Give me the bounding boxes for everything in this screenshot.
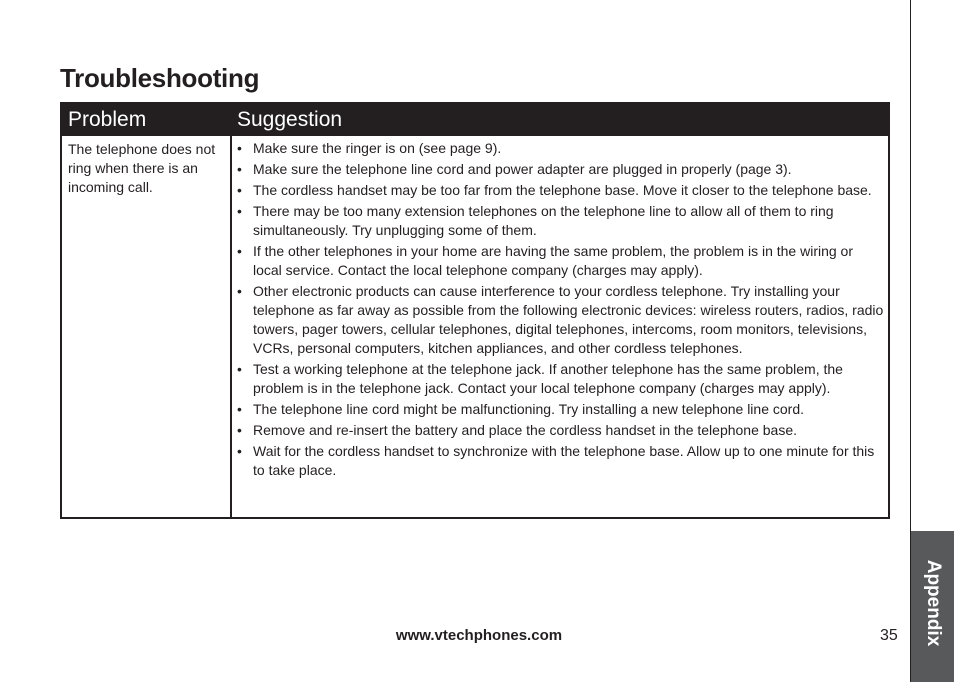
bullet-icon: • <box>237 182 242 198</box>
suggestion-text: If the other telephones in your home are having the same problem, the problem is in the wiring or local service. Contact the local telephone company (charges may apply). <box>253 243 853 278</box>
table-header-row <box>60 102 890 136</box>
suggestion-text: Test a working telephone at the telephone jack. If another telephone has the same problem, the problem is in the telephone jack. Contact your local telephone company (charges may apply). <box>253 361 843 396</box>
suggestion-text: There may be too many extension telephones on the telephone line to allow all of them to ring simultaneously. Try unplugging some of them. <box>253 203 834 238</box>
header-problem: Problem <box>68 108 147 131</box>
suggestion-item <box>237 160 885 179</box>
bullet-icon: • <box>237 243 242 259</box>
bullet-icon: • <box>237 140 242 156</box>
suggestion-text: Wait for the cordless handset to synchronize with the telephone base. Allow up to one minute for this to take place. <box>253 443 875 478</box>
bullet-icon: • <box>237 161 242 177</box>
table-row <box>60 136 890 519</box>
suggestion-text: The telephone line cord might be malfunctioning. Try installing a new telephone line cord. <box>253 401 804 417</box>
suggestion-item <box>237 139 885 158</box>
suggestion-text: Make sure the telephone line cord and power adapter are plugged in properly (page 3). <box>253 161 792 177</box>
suggestion-item <box>237 242 885 280</box>
suggestion-item <box>237 282 885 358</box>
footer-url-text: www.vtechphones.com <box>395 627 563 644</box>
header-suggestion: Suggestion <box>237 108 343 131</box>
bullet-icon: • <box>237 361 242 377</box>
troubleshooting-table <box>60 102 890 519</box>
suggestion-item <box>237 400 885 419</box>
bullet-icon: • <box>237 401 242 417</box>
page-title: Troubleshooting <box>60 63 260 93</box>
column-divider <box>230 136 232 517</box>
section-tab <box>911 531 954 682</box>
problem-cell: The telephone does not ring when there is an incoming call. <box>68 141 216 195</box>
bullet-icon: • <box>237 283 242 299</box>
suggestion-list <box>237 139 885 482</box>
footer-url <box>0 627 954 644</box>
bullet-icon: • <box>237 422 242 438</box>
suggestion-text: The cordless handset may be too far from the telephone base. Move it closer to the telephone base. <box>253 182 872 198</box>
suggestion-text: Make sure the ringer is on (see page 9). <box>253 140 502 156</box>
bullet-icon: • <box>237 443 242 459</box>
section-tab-label: Appendix <box>922 559 944 647</box>
suggestion-item <box>237 442 885 480</box>
suggestion-text: Other electronic products can cause interference to your cordless telephone. Try installing your telephone as far away as possible from the following electronic devices: wireless routers, radios, radio towers, pager towers, cellular telephones, digital telephones, intercoms, room monitors, televisions, VCRs, personal computers, kitchen appliances, and other cordless telephones. <box>253 283 884 356</box>
suggestion-item <box>237 360 885 398</box>
suggestion-item <box>237 202 885 240</box>
page-number: 35 <box>880 627 898 644</box>
suggestion-text: Remove and re-insert the battery and place the cordless handset in the telephone base. <box>253 422 798 438</box>
suggestion-item <box>237 181 885 200</box>
suggestion-item <box>237 421 885 440</box>
bullet-icon: • <box>237 203 242 219</box>
